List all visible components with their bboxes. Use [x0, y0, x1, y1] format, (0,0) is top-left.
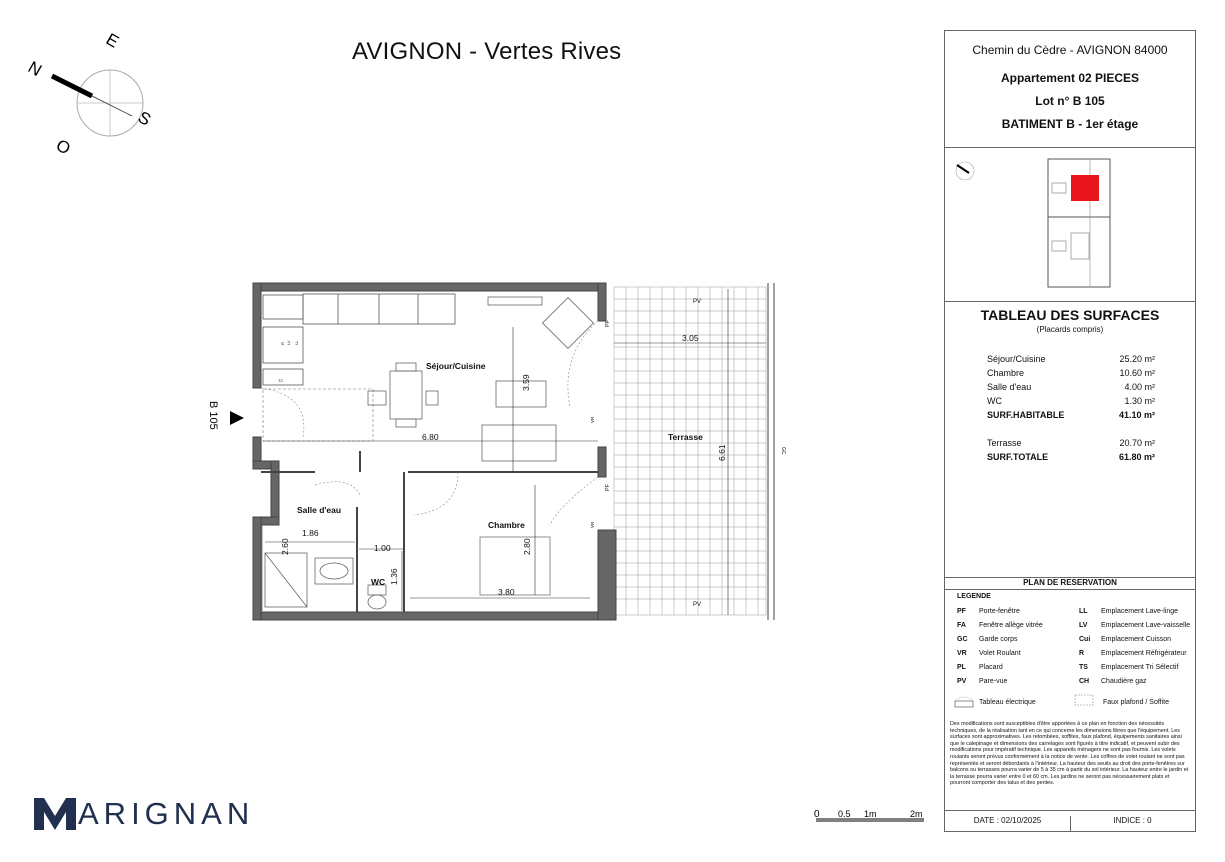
- tag-vr-top: VR: [590, 416, 595, 423]
- surface-row: Séjour/Cuisine 25.20 m²: [987, 354, 1155, 364]
- dim-186: 1.86: [302, 528, 319, 538]
- surface-row: Chambre 10.60 m²: [987, 368, 1155, 378]
- legend-item: PL Placard: [957, 664, 1003, 671]
- surface-row: Salle d'eau 4.00 m²: [987, 382, 1155, 392]
- brand-logo-mark: [34, 798, 76, 830]
- surface-row: Terrasse 20.70 m²: [987, 438, 1155, 448]
- dim-280: 2.80: [522, 538, 532, 555]
- shower: [265, 553, 307, 607]
- footer-indice: INDICE : 0: [1113, 816, 1152, 825]
- surfaces-block: [945, 301, 1195, 578]
- tag-pf-top: PF: [605, 319, 611, 327]
- lot-highlight: [1071, 175, 1099, 201]
- key-plan: [945, 147, 1195, 301]
- tag-pv-bottom: PV: [693, 602, 702, 608]
- compass-e: E: [102, 29, 123, 52]
- tag-lv: LV: [286, 340, 291, 345]
- kitchen-counter: [263, 294, 455, 385]
- surface-row-total-habitable: SURF.HABITABLE 41.10 m²: [987, 410, 1155, 420]
- page-title: AVIGNON - Vertes Rives: [352, 38, 622, 65]
- tag-vr-bottom: VR: [590, 521, 595, 528]
- legend-item: PV Pare-vue: [957, 678, 1008, 685]
- surface-row: WC 1.30 m²: [987, 396, 1155, 406]
- armchair: [543, 298, 594, 349]
- compass-n: N: [24, 57, 45, 81]
- dining-table: [368, 363, 438, 427]
- legend-item: PF Porte-fenêtre: [957, 608, 1020, 615]
- scale-1: 1m: [864, 809, 877, 819]
- lot-marker: B 105: [207, 401, 219, 430]
- legend-item: CH Chaudière gaz: [1079, 678, 1147, 685]
- tag-pf-bottom: PF: [605, 483, 611, 491]
- info-panel: [944, 30, 1196, 832]
- compass-o: O: [52, 135, 74, 159]
- legend-item: TS Emplacement Tri Sélectif: [1079, 664, 1179, 671]
- tag-tc: TC: [278, 378, 284, 383]
- key-plan-block: [945, 147, 1195, 302]
- surface-row-total: SURF.TOTALE 61.80 m²: [987, 452, 1155, 462]
- address: Chemin du Cèdre - AVIGNON 84000: [972, 43, 1168, 57]
- dim-359: 3.59: [521, 374, 531, 391]
- bed: [480, 537, 550, 595]
- sofa: [482, 425, 556, 461]
- floor-plan: [190, 275, 790, 630]
- lot-number: Lot n° B 105: [1035, 94, 1105, 108]
- room-chambre: Chambre: [488, 520, 525, 530]
- scale-0: 0: [814, 809, 820, 820]
- legend-item: R Emplacement Réfrigérateur: [1079, 650, 1187, 657]
- building-floor: BATIMENT B - 1er étage: [1001, 117, 1139, 131]
- legend-tableau: Tableau électrique: [979, 699, 1036, 706]
- legend-heading: LEGENDE: [957, 593, 991, 600]
- surfaces-subtitle: (Placards compris): [1036, 325, 1104, 334]
- legend-item: GC Garde corps: [957, 636, 1018, 643]
- dim-661: 6.61: [717, 444, 727, 461]
- room-salle-eau: Salle d'eau: [297, 505, 342, 515]
- washbasin: [315, 558, 353, 584]
- surfaces-title: TABLEAU DES SURFACES: [980, 307, 1160, 323]
- tag-pv-top: PV: [693, 299, 702, 305]
- legend-title: PLAN DE RESERVATION: [1023, 578, 1117, 587]
- dim-260: 2.60: [280, 538, 290, 555]
- tag-r: R: [280, 342, 285, 345]
- scale-2: 2m: [910, 809, 923, 819]
- room-wc: WC: [371, 577, 386, 587]
- tag-gc: GC: [780, 447, 786, 455]
- scale-05: 0.5: [838, 809, 851, 819]
- entry-arrow-icon: [230, 411, 244, 425]
- toilet: [368, 585, 386, 609]
- dim-380: 3.80: [498, 587, 515, 597]
- legend-item: FA Fenêtre allège vitrée: [957, 622, 1043, 629]
- dim-100: 1.00: [374, 543, 391, 553]
- dim-136: 1.36: [389, 568, 399, 585]
- room-terrasse: Terrasse: [668, 432, 703, 442]
- dim-305: 3.05: [682, 333, 699, 343]
- compass-s: S: [134, 107, 155, 130]
- legend-item: LV Emplacement Lave-vaisselle: [1079, 622, 1191, 629]
- faux-plafond-icon: [1073, 693, 1097, 707]
- apartment-type: Appartement 02 PIECES: [1000, 71, 1140, 85]
- legend-item: LL Emplacement Lave-linge: [1079, 608, 1179, 615]
- brand-logo-text: ARIGNAN: [78, 796, 255, 831]
- legend-item: Cui Emplacement Cuisson: [1079, 636, 1172, 643]
- legend-faux-plafond: Faux plafond / Soffite: [1103, 699, 1170, 706]
- dim-680: 6.80: [422, 432, 439, 442]
- tag-ll: LL: [294, 340, 299, 345]
- footer-date: DATE : 02/10/2025: [945, 816, 1071, 831]
- scale-bar: [812, 806, 932, 826]
- legend-block: [945, 589, 1195, 717]
- brand-logo: [34, 797, 254, 831]
- footer: [945, 810, 1195, 831]
- tableau-icon: [953, 695, 977, 709]
- apartment-walls: [253, 283, 616, 620]
- compass-rose: [20, 28, 160, 163]
- disclaimer-text: Des modifications sont susceptibles d'être apportées à ce plan en fonction des nécessités techniques, de la réalisation tant en ce qui concerne les dimensions libres que l'équipement. Les surfaces sont approximatives. Les retombées, soffites, faux plafond, équipements sanitaires ainsi que le calepinage et dimensions des carrelages sont figurés à titre indicatif, et peuvent subir des modifications pour impératif technique. Les appareils ménagers ne sont pas fournis. Les volets roulants seront prévus conformément à la notice de vente. Les coffres de volet roulant ne sont pas représentés et seront débordants à l'intérieur. La hauteur des seuils au droit des porte-fenêtres sur balcons ou terrasses pourra varier de 5 à 35 cm à partir du sol intérieur. La hauteur entre le jardin et la terrasse pourra varier entre 0 et 60 cm. Les jardins ne seront pas nécessairement plats et pourront comporter des talus et des pentes.: [950, 721, 1189, 787]
- room-sejour: Séjour/Cuisine: [426, 361, 486, 371]
- legend-item: VR Volet Roulant: [957, 650, 1021, 657]
- address-block: [945, 31, 1195, 148]
